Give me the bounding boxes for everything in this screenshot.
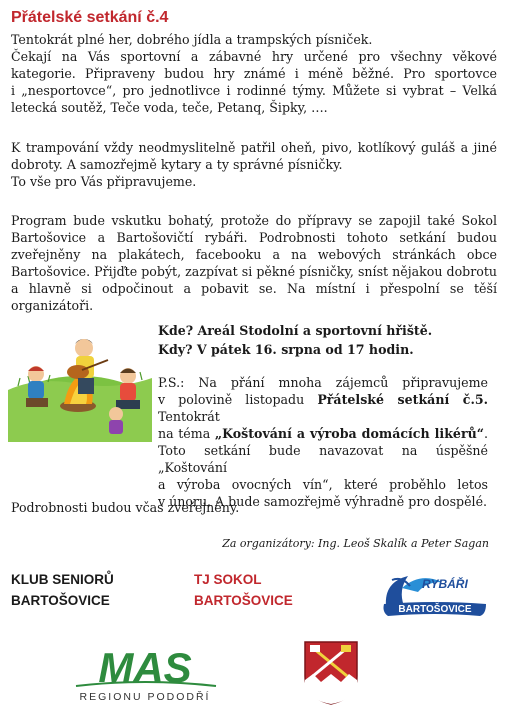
text-line: letecká soutěž, Teče voda, teče, Petanq, Šipky, ….	[11, 100, 328, 115]
rybari-logo	[380, 566, 490, 620]
mas-logo	[70, 642, 220, 704]
text-line: To vše pro Vás připravujeme.	[11, 174, 197, 189]
text-line: v únoru. A bude samozřejmě výhradně pro dospělé.	[158, 494, 488, 509]
text-line	[158, 425, 488, 442]
text-fragment: Tentokrát	[158, 409, 220, 424]
text-line: dobroty. A samozřejmě kytary a ty správné písničky.	[11, 157, 343, 172]
club-name-line: BARTOŠOVICE	[11, 593, 110, 608]
text-line: kategorie. Připraveny budou hry známé i méně běžné. Pro sportovce	[11, 66, 497, 81]
club-seniors-name	[11, 569, 114, 611]
text-fragment: v polovině listopadu	[158, 392, 318, 407]
program-paragraph	[11, 212, 497, 314]
campfire-illustration	[8, 318, 152, 442]
rybari-logo-line2: BARTOŠOVICE	[398, 604, 472, 615]
tramping-paragraph	[11, 139, 497, 190]
ps-paragraph	[158, 374, 488, 510]
text-line: P.S.: Na přání mnoha zájemců připravujeme	[158, 375, 488, 390]
mas-logo-word: MAS	[98, 644, 192, 691]
club-name-line: KLUB SENIORŮ	[11, 572, 114, 587]
next-meeting-title: Přátelské setkání č.5.	[317, 392, 488, 407]
event-date: Kdy? V pátek 16. srpna od 17 hodin.	[158, 342, 414, 357]
text-line: Bartošovice a Bartošovičtí rybáři. Podrobnosti tohoto setkání budou	[11, 230, 497, 245]
page-title: Přátelské setkání č.4	[11, 9, 169, 26]
intro-paragraph	[11, 31, 497, 116]
text-line: Čekají na Vás sportovní a zábavné hry určené pro všechny věkové	[11, 49, 497, 64]
next-meeting-topic: „Koštování a výroba domácích likérů“	[214, 426, 484, 441]
text-line: K trampování vždy neodmyslitelně patřil oheň, pivo, kotlíkový guláš a jiné	[11, 140, 497, 155]
text-line: organizátoři.	[11, 298, 94, 313]
text-line: a výroba ovocných vín“, které proběhlo letos	[158, 477, 488, 492]
text-fragment: na téma	[158, 426, 215, 441]
tj-sokol-name	[194, 569, 293, 611]
organizers-signature: Za organizátory: Ing. Leoš Skalík a Peter Sagan	[222, 537, 489, 550]
rybari-logo-line1: RYBÁŘI	[422, 577, 468, 591]
closing-note: Podrobnosti budou včas zveřejněny.	[11, 500, 240, 515]
mas-logo-subtitle: REGIONU PODODŘÍ	[79, 691, 211, 703]
text-line: Toto setkání bude navazovat na úspěšné „Koštování	[158, 443, 488, 475]
text-line: a hlavně si odpočinout a pobavit se. Na místní i přespolní se těší	[11, 281, 497, 296]
text-line: zveřejněny na plakátech, facebooku a na webových stránkách obce	[11, 247, 497, 262]
event-location: Kde? Areál Stodolní a sportovní hřiště.	[158, 323, 433, 338]
text-line: Bartošovice. Přijďte pobýt, zazpívat si pěkné písničky, sníst nějakou dobrotu	[11, 264, 497, 279]
club-name-line: BARTOŠOVICE	[194, 593, 293, 608]
text-line: Tentokrát plné her, dobrého jídla a trampských písniček.	[11, 32, 373, 47]
text-line: Program bude vskutku bohatý, protože do přípravy se zapojil také Sokol	[11, 213, 497, 228]
text-fragment: .	[483, 426, 488, 441]
club-name-line: TJ SOKOL	[194, 572, 262, 587]
text-line	[158, 391, 488, 425]
text-line: i „nesportovce“, pro jednotlivce i rodinné týmy. Můžete si vybrat – Velká	[11, 83, 497, 98]
coat-of-arms-icon	[303, 640, 359, 706]
event-details	[158, 321, 432, 359]
